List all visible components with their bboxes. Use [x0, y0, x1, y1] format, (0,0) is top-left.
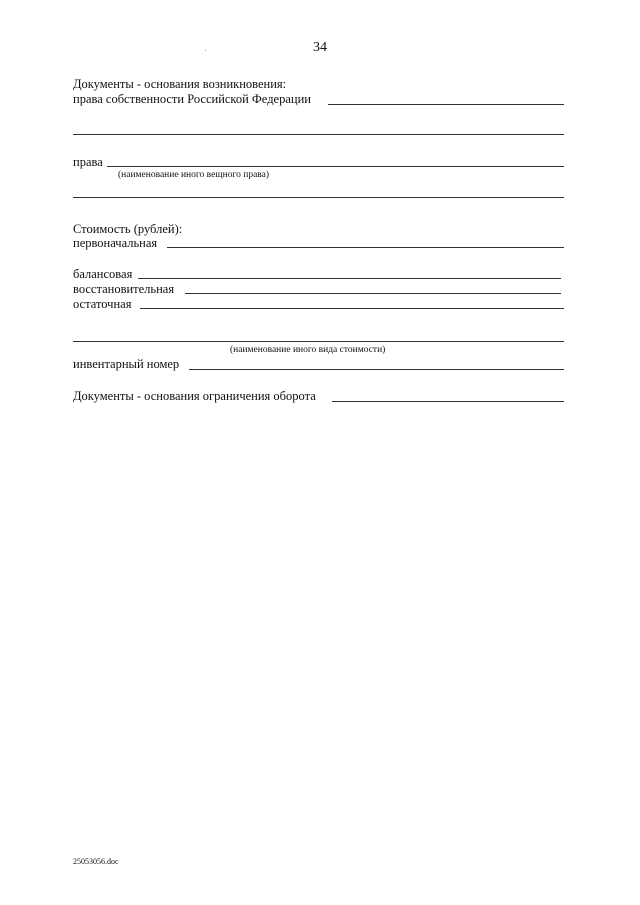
ownership-continuation-line[interactable] [73, 134, 564, 135]
residual-cost-label: остаточная [73, 297, 132, 311]
restriction-label: Документы - основания ограничения оборота [73, 389, 316, 403]
ownership-input-line[interactable] [328, 104, 564, 105]
other-right-label: права [73, 155, 103, 169]
page-number: 34 [313, 40, 327, 55]
other-right-continuation-line[interactable] [73, 197, 564, 198]
initial-cost-input-line[interactable] [167, 247, 564, 248]
restriction-input-line[interactable] [332, 401, 564, 402]
ownership-heading: Документы - основания возникновения: [73, 77, 287, 91]
inventory-number-label: инвентарный номер [73, 357, 180, 371]
residual-cost-input-line[interactable] [140, 308, 564, 309]
inventory-number-input-line[interactable] [189, 369, 564, 370]
other-right-caption: (наименование иного вещного права) [118, 170, 270, 180]
balance-cost-label: балансовая [73, 267, 133, 281]
ownership-label: права собственности Российской Федерации [73, 92, 311, 106]
initial-cost-label: первоначальная [73, 236, 158, 250]
restoration-cost-label: восстановительная [73, 282, 175, 296]
restoration-cost-input-line[interactable] [185, 293, 561, 294]
other-cost-input-line[interactable] [73, 341, 564, 342]
other-right-input-line[interactable] [107, 166, 564, 167]
balance-cost-input-line[interactable] [138, 278, 561, 279]
footer-filename: 25053056.doc [73, 857, 119, 866]
cost-heading: Стоимость (рублей): [73, 222, 183, 236]
other-cost-caption: (наименование иного вида стоимости) [230, 345, 386, 355]
